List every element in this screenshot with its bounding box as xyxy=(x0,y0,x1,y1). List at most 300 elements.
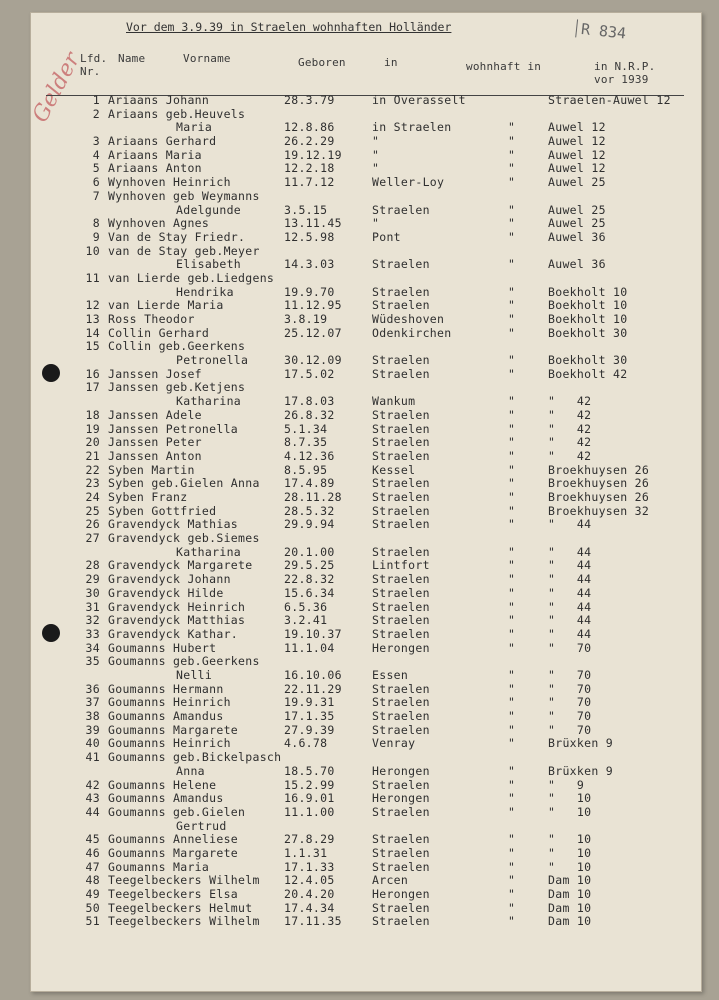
register-row xyxy=(0,901,719,915)
residence-ditto: " xyxy=(508,791,516,806)
birth-date: 11.12.95 xyxy=(284,298,342,313)
row-number: 38 xyxy=(85,709,100,724)
person-name: Syben Martin xyxy=(108,462,195,477)
residence-ditto: " xyxy=(508,859,516,874)
residence-ditto: " xyxy=(508,175,516,190)
residence-address: " 44 xyxy=(548,613,592,628)
residence-ditto: " xyxy=(508,298,516,313)
residence-ditto: " xyxy=(508,695,516,710)
residence-ditto: " xyxy=(508,216,516,231)
birth-place: Odenkirchen xyxy=(372,325,452,340)
register-row xyxy=(0,654,719,668)
residence-address: " 70 xyxy=(548,681,592,696)
reference-stamp: R 834 xyxy=(575,19,627,42)
row-number: 39 xyxy=(85,722,100,737)
birth-date: 12.5.98 xyxy=(284,229,335,244)
residence-address: " 70 xyxy=(548,640,592,655)
residence-address: Auwel 12 xyxy=(548,147,606,162)
register-row xyxy=(0,558,719,572)
register-row xyxy=(0,271,719,285)
row-number: 18 xyxy=(85,407,100,422)
register-row xyxy=(0,230,719,244)
row-number: 51 xyxy=(85,914,100,929)
row-number: 42 xyxy=(85,777,100,792)
person-name: Gravendyck Kathar. xyxy=(108,626,239,641)
register-row xyxy=(0,380,719,394)
row-number: 35 xyxy=(85,654,100,669)
residence-address: " 42 xyxy=(548,421,592,436)
row-number: 34 xyxy=(85,640,100,655)
residence-address: Auwel 25 xyxy=(548,175,606,190)
header-nrp: in N.R.P. vor 1939 xyxy=(594,60,656,86)
birth-place: Straelen xyxy=(372,914,430,929)
row-number: 13 xyxy=(85,312,100,327)
register-row xyxy=(0,572,719,586)
birth-place: Straelen xyxy=(372,284,430,299)
residence-address: " 70 xyxy=(548,695,592,710)
register-row xyxy=(0,860,719,874)
residence-ditto: " xyxy=(508,626,516,641)
residence-address: " 70 xyxy=(548,667,592,682)
birth-date: 17.1.33 xyxy=(284,859,335,874)
residence-address: Auwel 12 xyxy=(548,161,606,176)
birth-date: 22.11.29 xyxy=(284,681,342,696)
residence-address: Boekholt 10 xyxy=(548,284,628,299)
birth-date: 6.5.36 xyxy=(284,599,328,614)
birth-date: 14.3.03 xyxy=(284,257,335,272)
header-in: in xyxy=(384,56,398,69)
register-row xyxy=(0,846,719,860)
birth-place: in Overasselt xyxy=(372,93,466,107)
person-name: Anna xyxy=(176,763,205,778)
birth-date: 11.1.04 xyxy=(284,640,335,655)
residence-address: " 42 xyxy=(548,435,592,450)
person-name: Syben geb.Gielen Anna xyxy=(108,476,260,491)
residence-address: Auwel 25 xyxy=(548,216,606,231)
birth-date: 25.12.07 xyxy=(284,325,342,340)
person-name: Janssen geb.Ketjens xyxy=(108,380,246,395)
row-number: 4 xyxy=(92,147,100,162)
birth-place: Herongen xyxy=(372,791,430,806)
row-number: 50 xyxy=(85,900,100,915)
birth-date: 3.5.15 xyxy=(284,202,328,217)
register-row xyxy=(0,819,719,833)
person-name: Gravendyck Johann xyxy=(108,572,231,587)
row-number: 7 xyxy=(92,188,100,203)
person-name: van Lierde Maria xyxy=(108,298,224,313)
birth-place: Straelen xyxy=(372,448,430,463)
birth-date: 29.5.25 xyxy=(284,558,335,573)
row-number: 40 xyxy=(85,736,100,751)
person-name: Janssen Anton xyxy=(108,448,202,463)
person-name: Goumanns Heinrich xyxy=(108,736,231,751)
residence-address: " 42 xyxy=(548,448,592,463)
row-number: 17 xyxy=(85,380,100,395)
birth-place: Straelen xyxy=(372,900,430,915)
row-number: 2 xyxy=(92,106,100,121)
row-number: 12 xyxy=(85,298,100,313)
row-number: 11 xyxy=(85,270,100,285)
birth-date: 8.5.95 xyxy=(284,462,328,477)
birth-place: Weller-Loy xyxy=(372,175,445,190)
birth-place: Essen xyxy=(372,667,409,682)
residence-address: Straelen-Auwel 12 xyxy=(548,93,671,107)
person-name: Teegelbeckers Wilhelm xyxy=(108,873,260,888)
register-row xyxy=(0,723,719,737)
person-name: Goumanns Hubert xyxy=(108,640,217,655)
row-number: 25 xyxy=(85,503,100,518)
person-name: Goumanns Margarete xyxy=(108,845,239,860)
register-row xyxy=(0,312,719,326)
row-number: 6 xyxy=(92,175,100,190)
register-row xyxy=(0,778,719,792)
birth-place: Straelen xyxy=(372,435,430,450)
person-name: Nelli xyxy=(176,667,213,682)
birth-date: 17.5.02 xyxy=(284,366,335,381)
register-row xyxy=(0,476,719,490)
person-name: Ariaans Maria xyxy=(108,147,202,162)
residence-address: Dam 10 xyxy=(548,873,592,888)
residence-ditto: " xyxy=(508,490,516,504)
person-name: Wynhoven Agnes xyxy=(108,216,210,231)
row-number: 37 xyxy=(85,695,100,710)
register-row xyxy=(0,463,719,477)
residence-address: " 10 xyxy=(548,859,592,874)
row-number: 32 xyxy=(85,613,100,628)
residence-ditto: " xyxy=(508,394,516,409)
birth-place: Lintfort xyxy=(372,558,430,573)
birth-place: Straelen xyxy=(372,709,430,724)
row-number: 8 xyxy=(92,216,100,231)
residence-ditto: " xyxy=(508,312,516,327)
birth-date: 4.12.36 xyxy=(284,448,335,463)
person-name: Adelgunde xyxy=(176,202,242,217)
register-row xyxy=(0,805,719,819)
birth-place: Straelen xyxy=(372,572,430,587)
birth-place: Straelen xyxy=(372,832,430,847)
row-number: 20 xyxy=(85,435,100,450)
birth-date: 17.1.35 xyxy=(284,709,335,724)
residence-ditto: " xyxy=(508,709,516,724)
row-number: 9 xyxy=(92,229,100,244)
residence-ditto: " xyxy=(508,900,516,915)
residence-ditto: " xyxy=(508,763,516,778)
birth-date: 30.12.09 xyxy=(284,353,342,368)
birth-date: 1.1.31 xyxy=(284,845,328,860)
row-number: 3 xyxy=(92,134,100,149)
register-row xyxy=(0,764,719,778)
birth-date: 17.11.35 xyxy=(284,914,342,929)
residence-ditto: " xyxy=(508,681,516,696)
person-name: Janssen Petronella xyxy=(108,421,239,436)
person-name: Katharina xyxy=(176,544,242,559)
residence-ditto: " xyxy=(508,667,516,682)
person-name: Gertrud xyxy=(176,818,227,833)
person-name: Elisabeth xyxy=(176,257,242,272)
birth-date: 18.5.70 xyxy=(284,763,335,778)
residence-ditto: " xyxy=(508,599,516,614)
residence-ditto: " xyxy=(508,558,516,573)
birth-date: 22.8.32 xyxy=(284,572,335,587)
margin-note: Gelder xyxy=(28,48,86,127)
register-row xyxy=(0,339,719,353)
residence-ditto: " xyxy=(508,435,516,450)
birth-place: Straelen xyxy=(372,613,430,628)
residence-ditto: " xyxy=(508,517,516,532)
residence-ditto: " xyxy=(508,366,516,381)
register-row xyxy=(0,709,719,723)
birth-place: Straelen xyxy=(372,544,430,559)
row-number: 24 xyxy=(85,490,100,504)
birth-date: 17.4.89 xyxy=(284,476,335,491)
residence-address: " 44 xyxy=(548,517,592,532)
residence-address: Boekholt 30 xyxy=(548,353,628,368)
row-number: 49 xyxy=(85,887,100,902)
register-row xyxy=(0,244,719,258)
birth-date: 12.8.86 xyxy=(284,120,335,135)
birth-place: " xyxy=(372,134,380,149)
residence-ditto: " xyxy=(508,736,516,751)
birth-date: 13.11.45 xyxy=(284,216,342,231)
residence-ditto: " xyxy=(508,804,516,819)
register-row xyxy=(0,504,719,518)
person-name: Goumanns Amandus xyxy=(108,791,224,806)
residence-address: Auwel 36 xyxy=(548,257,606,272)
register-row xyxy=(0,367,719,381)
person-name: Teegelbeckers Elsa xyxy=(108,887,239,902)
residence-address: " 70 xyxy=(548,709,592,724)
birth-place: Straelen xyxy=(372,777,430,792)
residence-ditto: " xyxy=(508,640,516,655)
birth-place: Wüdeshoven xyxy=(372,312,445,327)
residence-address: Broekhuysen 26 xyxy=(548,462,650,477)
residence-ditto: " xyxy=(508,572,516,587)
person-name: Goumanns geb.Bickelpasch xyxy=(108,750,282,765)
residence-address: Dam 10 xyxy=(548,914,592,929)
residence-ditto: " xyxy=(508,229,516,244)
person-name: Ariaans Johann xyxy=(108,93,210,107)
residence-ditto: " xyxy=(508,887,516,902)
row-number: 26 xyxy=(85,517,100,532)
register-row xyxy=(0,682,719,696)
register-row xyxy=(0,161,719,175)
residence-address: Auwel 25 xyxy=(548,202,606,217)
residence-address: " 10 xyxy=(548,791,592,806)
person-name: Gravendyck Mathias xyxy=(108,517,239,532)
residence-ditto: " xyxy=(508,202,516,217)
register-row xyxy=(0,832,719,846)
birth-place: Straelen xyxy=(372,626,430,641)
birth-place: Straelen xyxy=(372,421,430,436)
register-row xyxy=(0,298,719,312)
row-number: 23 xyxy=(85,476,100,491)
birth-date: 12.2.18 xyxy=(284,161,335,176)
register-row xyxy=(0,695,719,709)
birth-place: Straelen xyxy=(372,695,430,710)
register-row xyxy=(0,668,719,682)
person-name: van Lierde geb.Liedgens xyxy=(108,270,275,285)
row-number: 31 xyxy=(85,599,100,614)
residence-ditto: " xyxy=(508,873,516,888)
header-nr: Lfd. Nr. xyxy=(80,52,108,78)
person-name: Janssen Adele xyxy=(108,407,202,422)
residence-ditto: " xyxy=(508,147,516,162)
residence-address: " 44 xyxy=(548,599,592,614)
row-number: 45 xyxy=(85,832,100,847)
row-number: 1 xyxy=(92,93,100,107)
birth-date: 19.12.19 xyxy=(284,147,342,162)
birth-place: Straelen xyxy=(372,503,430,518)
birth-place: Straelen xyxy=(372,476,430,491)
residence-address: " 42 xyxy=(548,407,592,422)
register-row xyxy=(0,613,719,627)
birth-place: Straelen xyxy=(372,407,430,422)
register-row xyxy=(0,148,719,162)
birth-place: in Straelen xyxy=(372,120,452,135)
row-number: 46 xyxy=(85,845,100,860)
residence-address: " 70 xyxy=(548,722,592,737)
person-name: Goumanns Helene xyxy=(108,777,217,792)
register-row xyxy=(0,449,719,463)
residence-address: Boekholt 30 xyxy=(548,325,628,340)
document-title: Vor dem 3.9.39 in Straelen wohnhaften Holländer xyxy=(126,20,452,34)
register-row xyxy=(0,107,719,121)
person-name: Syben Gottfried xyxy=(108,503,217,518)
row-number: 29 xyxy=(85,572,100,587)
person-name: Goumanns Amandus xyxy=(108,709,224,724)
person-name: Goumanns geb.Geerkens xyxy=(108,654,260,669)
residence-address: " 44 xyxy=(548,572,592,587)
residence-address: " 44 xyxy=(548,558,592,573)
register-row xyxy=(0,257,719,271)
residence-ditto: " xyxy=(508,544,516,559)
person-name: Goumanns Anneliese xyxy=(108,832,239,847)
birth-place: Arcen xyxy=(372,873,409,888)
register-row xyxy=(0,586,719,600)
residence-address: " 44 xyxy=(548,626,592,641)
birth-date: 16.9.01 xyxy=(284,791,335,806)
birth-date: 19.10.37 xyxy=(284,626,342,641)
residence-ditto: " xyxy=(508,353,516,368)
residence-ditto: " xyxy=(508,777,516,792)
residence-address: " 10 xyxy=(548,845,592,860)
person-name: Petronella xyxy=(176,353,249,368)
birth-place: Straelen xyxy=(372,490,430,504)
register-row xyxy=(0,394,719,408)
residence-ditto: " xyxy=(508,914,516,929)
birth-place: Straelen xyxy=(372,585,430,600)
birth-place: Straelen xyxy=(372,845,430,860)
birth-date: 27.9.39 xyxy=(284,722,335,737)
register-row xyxy=(0,408,719,422)
register-row xyxy=(0,641,719,655)
residence-address: Broekhuysen 26 xyxy=(548,490,650,504)
person-name: Teegelbeckers Wilhelm xyxy=(108,914,260,929)
residence-address: Auwel 12 xyxy=(548,120,606,135)
person-name: Collin Gerhard xyxy=(108,325,210,340)
residence-address: " 10 xyxy=(548,832,592,847)
register-row xyxy=(0,134,719,148)
register-row xyxy=(0,326,719,340)
birth-date: 3.8.19 xyxy=(284,312,328,327)
person-name: Goumanns Hermann xyxy=(108,681,224,696)
birth-date: 3.2.41 xyxy=(284,613,328,628)
register-row xyxy=(0,203,719,217)
row-number: 5 xyxy=(92,161,100,176)
person-name: Ross Theodor xyxy=(108,312,195,327)
row-number: 43 xyxy=(85,791,100,806)
residence-ditto: " xyxy=(508,161,516,176)
birth-date: 29.9.94 xyxy=(284,517,335,532)
birth-date: 12.4.05 xyxy=(284,873,335,888)
birth-date: 4.6.78 xyxy=(284,736,328,751)
person-name: Hendrika xyxy=(176,284,234,299)
birth-date: 11.1.00 xyxy=(284,804,335,819)
residence-ditto: " xyxy=(508,845,516,860)
birth-place: Straelen xyxy=(372,804,430,819)
residence-ditto: " xyxy=(508,613,516,628)
residence-address: Brüxken 9 xyxy=(548,763,614,778)
birth-date: 26.2.29 xyxy=(284,134,335,149)
person-name: Goumanns Margarete xyxy=(108,722,239,737)
person-name: Wynhoven geb Weymanns xyxy=(108,188,260,203)
register-row xyxy=(0,545,719,559)
person-name: Gravendyck Margarete xyxy=(108,558,253,573)
residence-address: Boekholt 10 xyxy=(548,312,628,327)
row-number: 33 xyxy=(85,626,100,641)
person-name: Janssen Peter xyxy=(108,435,202,450)
birth-date: 28.3.79 xyxy=(284,93,335,107)
birth-place: Kessel xyxy=(372,462,416,477)
residence-address: Dam 10 xyxy=(548,887,592,902)
birth-date: 16.10.06 xyxy=(284,667,342,682)
birth-date: 19.9.31 xyxy=(284,695,335,710)
register-row xyxy=(0,750,719,764)
birth-place: Straelen xyxy=(372,599,430,614)
register-row xyxy=(0,914,719,928)
register-row xyxy=(0,422,719,436)
row-number: 22 xyxy=(85,462,100,477)
residence-ditto: " xyxy=(508,503,516,518)
residence-address: Auwel 12 xyxy=(548,134,606,149)
residence-address: Boekholt 42 xyxy=(548,366,628,381)
row-number: 16 xyxy=(85,366,100,381)
person-name: Janssen Josef xyxy=(108,366,202,381)
birth-date: 20.1.00 xyxy=(284,544,335,559)
row-number: 10 xyxy=(85,243,100,258)
birth-date: 28.5.32 xyxy=(284,503,335,518)
person-name: Ariaans Gerhard xyxy=(108,134,217,149)
birth-date: 19.9.70 xyxy=(284,284,335,299)
person-name: Katharina xyxy=(176,394,242,409)
register-row xyxy=(0,600,719,614)
register-row xyxy=(0,120,719,134)
birth-place: " xyxy=(372,161,380,176)
person-name: Teegelbeckers Helmut xyxy=(108,900,253,915)
header-geboren: Geboren xyxy=(298,56,346,69)
birth-place: " xyxy=(372,216,380,231)
birth-place: Pont xyxy=(372,229,401,244)
birth-date: 5.1.34 xyxy=(284,421,328,436)
residence-ditto: " xyxy=(508,476,516,491)
birth-place: Herongen xyxy=(372,887,430,902)
person-name: Van de Stay Friedr. xyxy=(108,229,246,244)
register-row xyxy=(0,627,719,641)
birth-date: 20.4.20 xyxy=(284,887,335,902)
residence-address: Auwel 36 xyxy=(548,229,606,244)
person-name: Gravendyck Heinrich xyxy=(108,599,246,614)
birth-place: Herongen xyxy=(372,640,430,655)
